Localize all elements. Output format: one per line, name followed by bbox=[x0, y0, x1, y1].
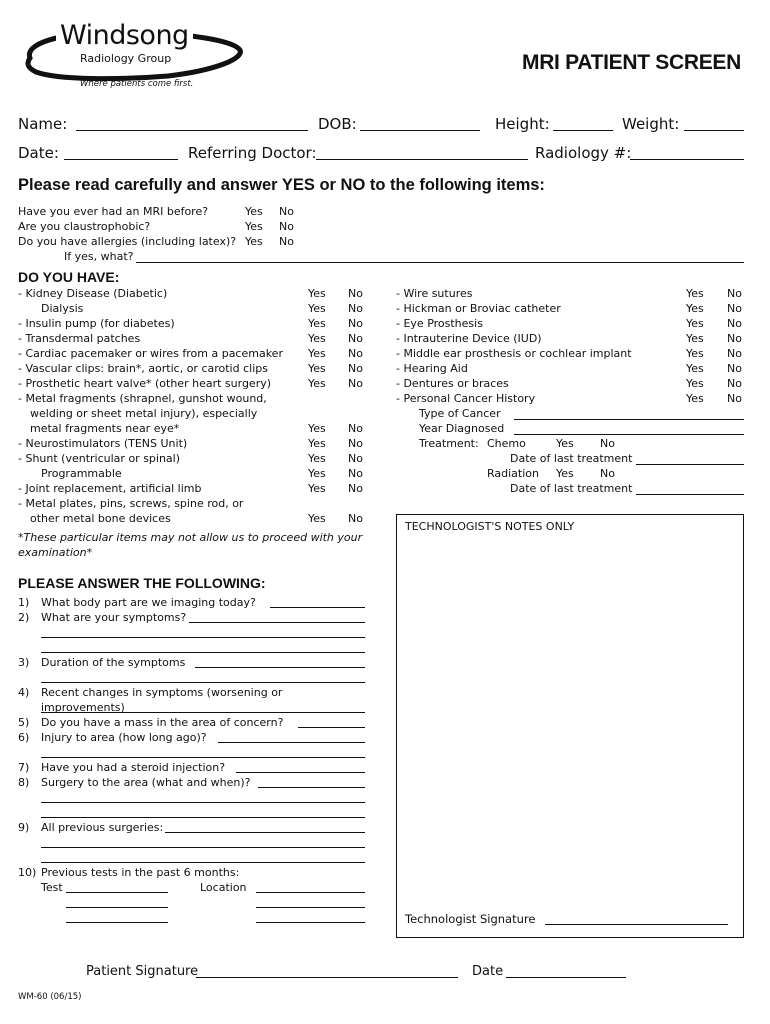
condition-yes[interactable]: Yes bbox=[308, 467, 326, 480]
technologist-notes-box[interactable] bbox=[396, 514, 744, 938]
dob-label: DOB: bbox=[318, 115, 357, 133]
condition-no[interactable]: No bbox=[727, 392, 742, 405]
question-text: What are your symptoms? bbox=[41, 611, 187, 624]
condition-yes[interactable]: Yes bbox=[686, 287, 704, 300]
condition-item: - Eye Prosthesis bbox=[396, 317, 483, 330]
general-question: Are you claustrophobic? bbox=[18, 220, 151, 233]
form-title: MRI PATIENT SCREEN bbox=[522, 51, 741, 74]
condition-yes[interactable]: Yes bbox=[308, 332, 326, 345]
question-number: 10) bbox=[18, 866, 37, 879]
question-text: What body part are we imaging today? bbox=[41, 596, 256, 609]
condition-yes[interactable]: Yes bbox=[308, 482, 326, 495]
question-text: Recent changes in symptoms (worsening or bbox=[41, 686, 283, 699]
test-label: Test bbox=[41, 881, 63, 894]
condition-no[interactable]: No bbox=[348, 437, 363, 450]
q2-answer-line[interactable] bbox=[189, 622, 365, 623]
condition-item: - Wire sutures bbox=[396, 287, 473, 300]
question-number: 5) bbox=[18, 716, 30, 729]
radiation-date-field[interactable] bbox=[636, 494, 744, 495]
weight-field[interactable] bbox=[684, 130, 744, 131]
signature-date-label: Date bbox=[472, 964, 504, 979]
signature-date-field[interactable] bbox=[506, 977, 626, 978]
condition-no[interactable]: No bbox=[348, 452, 363, 465]
condition-item: - Hickman or Broviac catheter bbox=[396, 302, 561, 315]
q5-answer-line[interactable] bbox=[298, 727, 365, 728]
condition-item: - Transdermal patches bbox=[18, 332, 141, 345]
question-number: 8) bbox=[18, 776, 30, 789]
condition-item: - Insulin pump (for diabetes) bbox=[18, 317, 175, 330]
condition-no[interactable]: No bbox=[727, 332, 742, 345]
condition-yes[interactable]: Yes bbox=[686, 332, 704, 345]
general-question-yes[interactable]: Yes bbox=[245, 235, 263, 248]
general-question-no[interactable]: No bbox=[279, 205, 294, 218]
condition-yes[interactable]: Yes bbox=[686, 302, 704, 315]
condition-no[interactable]: No bbox=[348, 332, 363, 345]
condition-item: metal fragments near eye* bbox=[30, 422, 180, 435]
name-label: Name: bbox=[18, 115, 68, 133]
question-text: Have you had a steroid injection? bbox=[41, 761, 226, 774]
allergies-if-yes-label: If yes, what? bbox=[64, 250, 134, 263]
technologist-signature-field[interactable] bbox=[545, 924, 728, 925]
condition-item: welding or sheet metal injury), especially bbox=[30, 407, 258, 420]
radiation-no[interactable]: No bbox=[600, 467, 615, 480]
condition-item: - Prosthetic heart valve* (other heart surgery) bbox=[18, 377, 272, 390]
date-field[interactable] bbox=[64, 159, 178, 160]
location-line-2[interactable] bbox=[256, 907, 365, 908]
q3-answer-line[interactable] bbox=[195, 667, 365, 668]
condition-yes[interactable]: Yes bbox=[308, 362, 326, 375]
condition-no[interactable]: No bbox=[727, 317, 742, 330]
referring-doctor-field[interactable] bbox=[316, 159, 528, 160]
q8-answer-line[interactable] bbox=[258, 787, 365, 788]
allergies-if-yes-field[interactable] bbox=[136, 262, 744, 263]
condition-yes[interactable]: Yes bbox=[308, 302, 326, 315]
q2-answer-line-3[interactable] bbox=[41, 652, 365, 653]
condition-item: Dialysis bbox=[41, 302, 84, 315]
condition-no[interactable]: No bbox=[348, 422, 363, 435]
radiology-number-field[interactable] bbox=[630, 159, 744, 160]
please-answer-heading: PLEASE ANSWER THE FOLLOWING: bbox=[18, 575, 266, 591]
condition-no[interactable]: No bbox=[348, 467, 363, 480]
condition-yes[interactable]: Yes bbox=[308, 422, 326, 435]
condition-item: - Shunt (ventricular or spinal) bbox=[18, 452, 181, 465]
condition-item: - Metal plates, pins, screws, spine rod, or bbox=[18, 497, 244, 510]
patient-signature-field[interactable] bbox=[196, 977, 458, 978]
question-number: 7) bbox=[18, 761, 30, 774]
question-text: Duration of the symptoms bbox=[41, 656, 186, 669]
date-label: Date: bbox=[18, 144, 59, 162]
location-line-1[interactable] bbox=[256, 892, 365, 893]
condition-yes[interactable]: Yes bbox=[686, 347, 704, 360]
condition-item: - Personal Cancer History bbox=[396, 392, 536, 405]
condition-yes[interactable]: Yes bbox=[308, 377, 326, 390]
condition-item: - Vascular clips: brain*, aortic, or carotid clips bbox=[18, 362, 268, 375]
logo-name: Windsong bbox=[56, 20, 193, 51]
q8-answer-line-2[interactable] bbox=[41, 802, 365, 803]
condition-item: - Metal fragments (shrapnel, gunshot wound, bbox=[18, 392, 267, 405]
question-text: Previous tests in the past 6 months: bbox=[41, 866, 240, 879]
test-line-2[interactable] bbox=[66, 907, 168, 908]
question-text: All previous surgeries: bbox=[41, 821, 164, 834]
technologist-signature-label: Technologist Signature bbox=[405, 912, 536, 926]
condition-no[interactable]: No bbox=[348, 302, 363, 315]
question-number: 9) bbox=[18, 821, 30, 834]
radiation-yes[interactable]: Yes bbox=[556, 467, 574, 480]
condition-no[interactable]: No bbox=[348, 317, 363, 330]
warning-note-line2: examination* bbox=[18, 546, 93, 559]
question-number: 6) bbox=[18, 731, 30, 744]
question-number: 2) bbox=[18, 611, 30, 624]
condition-yes[interactable]: Yes bbox=[308, 347, 326, 360]
year-diagnosed-label: Year Diagnosed bbox=[419, 422, 505, 435]
general-question-no[interactable]: No bbox=[279, 220, 294, 233]
general-question-no[interactable]: No bbox=[279, 235, 294, 248]
condition-item: - Hearing Aid bbox=[396, 362, 468, 375]
cancer-type-label: Type of Cancer bbox=[419, 407, 501, 420]
instructions-heading: Please read carefully and answer YES or NO to the following items: bbox=[18, 176, 545, 194]
condition-no[interactable]: No bbox=[348, 362, 363, 375]
condition-no[interactable]: No bbox=[727, 347, 742, 360]
question-number: 1) bbox=[18, 596, 30, 609]
condition-no[interactable]: No bbox=[727, 362, 742, 375]
question-text: improvements) bbox=[41, 701, 125, 714]
general-question: Do you have allergies (including latex)? bbox=[18, 235, 237, 248]
general-question-yes[interactable]: Yes bbox=[245, 205, 263, 218]
condition-item: Programmable bbox=[41, 467, 122, 480]
q8-answer-line-3[interactable] bbox=[41, 817, 365, 818]
condition-no[interactable]: No bbox=[727, 287, 742, 300]
condition-item: - Dentures or braces bbox=[396, 377, 509, 390]
referring-doctor-label: Referring Doctor: bbox=[188, 144, 317, 162]
condition-no[interactable]: No bbox=[727, 302, 742, 315]
logo-tagline: Where patients come first. bbox=[80, 79, 194, 89]
condition-yes[interactable]: Yes bbox=[308, 437, 326, 450]
weight-label: Weight: bbox=[622, 115, 680, 133]
condition-yes[interactable]: Yes bbox=[308, 512, 326, 525]
condition-no[interactable]: No bbox=[348, 347, 363, 360]
chemo-yes[interactable]: Yes bbox=[556, 437, 574, 450]
condition-item: - Joint replacement, artificial limb bbox=[18, 482, 202, 495]
condition-yes[interactable]: Yes bbox=[308, 452, 326, 465]
technologist-notes-label: TECHNOLOGIST'S NOTES ONLY bbox=[405, 520, 575, 533]
year-diagnosed-field[interactable] bbox=[514, 434, 744, 435]
q9-answer-line[interactable] bbox=[165, 832, 365, 833]
name-field[interactable] bbox=[76, 130, 308, 131]
condition-no[interactable]: No bbox=[348, 287, 363, 300]
location-line-3[interactable] bbox=[256, 922, 365, 923]
chemo-no[interactable]: No bbox=[600, 437, 615, 450]
q3-answer-line-2[interactable] bbox=[41, 682, 365, 683]
condition-item: - Cardiac pacemaker or wires from a pacemaker bbox=[18, 347, 283, 360]
q7-answer-line[interactable] bbox=[236, 772, 365, 773]
q9-answer-line-3[interactable] bbox=[41, 862, 365, 863]
q2-answer-line-2[interactable] bbox=[41, 637, 365, 638]
question-number: 3) bbox=[18, 656, 30, 669]
condition-item: - Kidney Disease (Diabetic) bbox=[18, 287, 168, 300]
cancer-type-field[interactable] bbox=[514, 419, 744, 420]
condition-yes[interactable]: Yes bbox=[686, 317, 704, 330]
question-text: Injury to area (how long ago)? bbox=[41, 731, 207, 744]
condition-yes[interactable]: Yes bbox=[686, 377, 704, 390]
radiation-label: Radiation bbox=[487, 467, 539, 480]
condition-item: - Middle ear prosthesis or cochlear implant bbox=[396, 347, 632, 360]
chemo-date-label: Date of last treatment bbox=[510, 452, 633, 465]
condition-no[interactable]: No bbox=[727, 377, 742, 390]
form-code: WM-60 (06/15) bbox=[18, 992, 82, 1002]
q9-answer-line-2[interactable] bbox=[41, 847, 365, 848]
chemo-date-field[interactable] bbox=[636, 464, 744, 465]
q1-answer-line[interactable] bbox=[270, 607, 365, 608]
q6-answer-line[interactable] bbox=[218, 742, 365, 743]
condition-yes[interactable]: Yes bbox=[686, 392, 704, 405]
condition-yes[interactable]: Yes bbox=[308, 317, 326, 330]
condition-no[interactable]: No bbox=[348, 377, 363, 390]
q4-answer-line[interactable] bbox=[41, 712, 365, 713]
condition-item: other metal bone devices bbox=[30, 512, 171, 525]
question-text: Do you have a mass in the area of concern? bbox=[41, 716, 284, 729]
question-text: Surgery to the area (what and when)? bbox=[41, 776, 251, 789]
condition-item: - Neurostimulators (TENS Unit) bbox=[18, 437, 188, 450]
condition-no[interactable]: No bbox=[348, 482, 363, 495]
height-field[interactable] bbox=[553, 130, 613, 131]
condition-yes[interactable]: Yes bbox=[308, 287, 326, 300]
warning-note-line1: *These particular items may not allow us to proceed with your bbox=[18, 531, 363, 544]
treatment-label: Treatment: bbox=[419, 437, 479, 450]
condition-item: - Intrauterine Device (IUD) bbox=[396, 332, 542, 345]
question-number: 4) bbox=[18, 686, 30, 699]
radiation-date-label: Date of last treatment bbox=[510, 482, 633, 495]
test-line-1[interactable] bbox=[66, 892, 168, 893]
general-question: Have you ever had an MRI before? bbox=[18, 205, 209, 218]
do-you-have-heading: DO YOU HAVE: bbox=[18, 269, 120, 285]
logo-subtitle: Radiology Group bbox=[80, 52, 172, 65]
chemo-label: Chemo bbox=[487, 437, 526, 450]
test-line-3[interactable] bbox=[66, 922, 168, 923]
condition-yes[interactable]: Yes bbox=[686, 362, 704, 375]
location-label: Location bbox=[200, 881, 247, 894]
radiology-number-label: Radiology #: bbox=[535, 144, 632, 162]
q6-answer-line-2[interactable] bbox=[41, 757, 365, 758]
height-label: Height: bbox=[495, 115, 550, 133]
condition-no[interactable]: No bbox=[348, 512, 363, 525]
general-question-yes[interactable]: Yes bbox=[245, 220, 263, 233]
patient-signature-label: Patient Signature bbox=[86, 964, 199, 979]
dob-field[interactable] bbox=[360, 130, 480, 131]
